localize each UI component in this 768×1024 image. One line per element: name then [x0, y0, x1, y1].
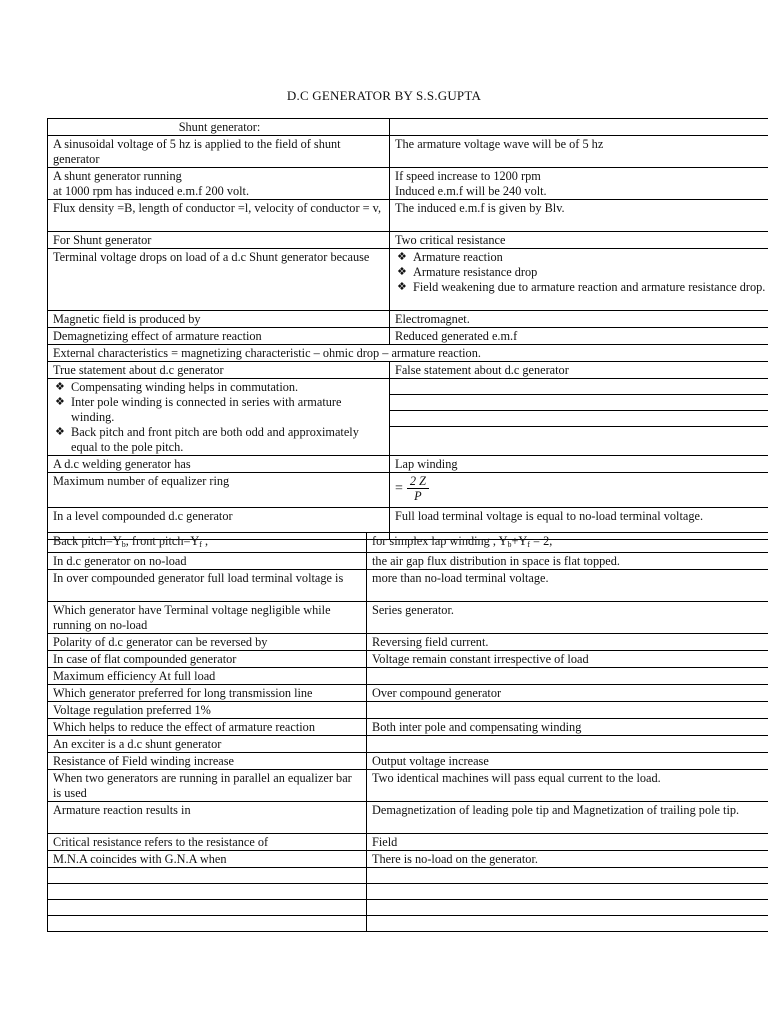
question-cell: A sinusoidal voltage of 5 hz is applied to the field of shunt generator: [48, 136, 390, 168]
subscript-b: b: [507, 540, 512, 549]
empty-cell: [367, 916, 768, 932]
answer-line: If speed increase to 1200 rpm: [395, 169, 541, 183]
answer-cell: Reversing field current.: [367, 634, 768, 651]
empty-subrow: [390, 426, 768, 442]
question-cell: Polarity of d.c generator can be reversed by: [48, 634, 367, 651]
question-cell: In a level compounded d.c generator: [48, 508, 390, 540]
empty-row: [48, 900, 768, 916]
subscript-b: b: [121, 540, 126, 549]
answer-cell: [390, 168, 768, 200]
bullet-item: ❖ Inter pole winding is connected in series with armature winding.: [53, 395, 386, 425]
table-row: [48, 719, 768, 736]
question-cell: When two generators are running in parallel an equalizer bar is used: [48, 770, 367, 802]
bullet-item: ❖ Compensating winding helps in commutation.: [53, 380, 386, 395]
question-cell: Maximum number of equalizer ring: [48, 473, 390, 508]
full-width-cell: External characteristics = magnetizing characteristic – ohmic drop – armature reaction.: [48, 345, 768, 362]
answer-cell: [390, 249, 768, 311]
pitch-text: +Y: [511, 534, 528, 548]
question-cell: Flux density =B, length of conductor =l, velocity of conductor = v,: [48, 200, 390, 232]
table-header-cell: Shunt generator:: [48, 119, 390, 136]
answer-cell: Series generator.: [367, 602, 768, 634]
subscript-f: f: [199, 540, 202, 549]
qa-table-upper: [47, 118, 768, 540]
bullet-list: [395, 250, 768, 295]
table-row: [48, 553, 768, 570]
question-cell: In over compounded generator full load terminal voltage is: [48, 570, 367, 602]
fraction-formula: [395, 474, 429, 503]
table-row: [48, 736, 768, 753]
question-line: at 1000 rpm has induced e.m.f 200 volt.: [53, 184, 250, 198]
answer-cell: Reduced generated e.m.f: [390, 328, 768, 345]
question-line: A shunt generator running: [53, 169, 182, 183]
table-row: [48, 802, 768, 834]
answer-cell: Two identical machines will pass equal current to the load.: [367, 770, 768, 802]
pitch-text: , front pitch=Y: [125, 534, 200, 548]
question-cell: An exciter is a d.c shunt generator: [48, 736, 367, 753]
empty-row: [48, 916, 768, 932]
split-rows: [390, 379, 768, 442]
table-row: [48, 702, 768, 719]
question-cell: Demagnetizing effect of armature reaction: [48, 328, 390, 345]
answer-cell: [367, 533, 768, 553]
question-cell: M.N.A coincides with G.N.A when: [48, 851, 367, 868]
question-cell: Voltage regulation preferred 1%: [48, 702, 367, 719]
pitch-text: ,: [201, 534, 209, 548]
question-cell: Critical resistance refers to the resistance of: [48, 834, 367, 851]
answer-cell: Over compound generator: [367, 685, 768, 702]
empty-row: [48, 884, 768, 900]
bullet-item: ❖ Armature resistance drop: [395, 265, 768, 280]
equals-sign: =: [395, 481, 403, 496]
answer-cell-split: [390, 379, 768, 456]
question-cell: Resistance of Field winding increase: [48, 753, 367, 770]
table-row: [48, 753, 768, 770]
fraction-denominator: P: [414, 489, 422, 503]
answer-cell: The armature voltage wave will be of 5 hz: [390, 136, 768, 168]
answer-cell: Lap winding: [390, 456, 768, 473]
empty-cell: [48, 868, 367, 884]
answer-cell: Voltage remain constant irrespective of load: [367, 651, 768, 668]
table-row: [48, 651, 768, 668]
answer-cell: [367, 668, 768, 685]
answer-cell: The induced e.m.f is given by Blv.: [390, 200, 768, 232]
table-row: [48, 770, 768, 802]
pitch-text: Back pitch=Y: [53, 534, 122, 548]
answer-cell: [367, 736, 768, 753]
bullet-item: ❖ Armature reaction: [395, 250, 768, 265]
table-header-empty-cell: [390, 119, 768, 136]
table-row: [48, 570, 768, 602]
table-row: [48, 634, 768, 651]
answer-cell: There is no-load on the generator.: [367, 851, 768, 868]
fraction-numerator: 2 Z: [407, 474, 429, 489]
question-cell: Which helps to reduce the effect of armature reaction: [48, 719, 367, 736]
answer-cell: more than no-load terminal voltage.: [367, 570, 768, 602]
question-cell: Which generator have Terminal voltage negligible while running on no-load: [48, 602, 367, 634]
question-cell: In d.c generator on no-load: [48, 553, 367, 570]
empty-subrow: [390, 410, 768, 426]
subscript-f: f: [527, 540, 530, 549]
answer-cell: [390, 473, 768, 508]
table-row: [48, 851, 768, 868]
question-cell: Which generator preferred for long transmission line: [48, 685, 367, 702]
answer-cell: Electromagnet.: [390, 311, 768, 328]
answer-cell: Output voltage increase: [367, 753, 768, 770]
answer-cell: [367, 702, 768, 719]
table-row: [48, 685, 768, 702]
empty-cell: [48, 884, 367, 900]
question-cell: [48, 168, 390, 200]
question-cell: For Shunt generator: [48, 232, 390, 249]
empty-row: [48, 868, 768, 884]
empty-subrow: [390, 379, 768, 394]
qa-table-lower: [47, 532, 768, 932]
answer-cell: False statement about d.c generator: [390, 362, 768, 379]
answer-cell: Full load terminal voltage is equal to no-load terminal voltage.: [390, 508, 768, 540]
empty-cell: [48, 900, 367, 916]
answer-cell: the air gap flux distribution in space is flat topped.: [367, 553, 768, 570]
bullet-item: ❖ Field weakening due to armature reaction and armature resistance drop.: [395, 280, 768, 295]
bullet-item: ❖ Back pitch and front pitch are both odd and approximately equal to the pole pitch.: [53, 425, 386, 455]
answer-cell: Demagnetization of leading pole tip and Magnetization of trailing pole tip.: [367, 802, 768, 834]
pitch-text: = 2,: [529, 534, 553, 548]
answer-cell: Field: [367, 834, 768, 851]
empty-cell: [367, 868, 768, 884]
pitch-text: for simplex lap winding , Y: [372, 534, 508, 548]
question-cell: [48, 379, 390, 456]
empty-subrow: [390, 394, 768, 410]
question-cell: True statement about d.c generator: [48, 362, 390, 379]
question-cell: A d.c welding generator has: [48, 456, 390, 473]
empty-cell: [367, 884, 768, 900]
question-cell: Terminal voltage drops on load of a d.c Shunt generator because: [48, 249, 390, 311]
question-cell: In case of flat compounded generator: [48, 651, 367, 668]
empty-cell: [367, 900, 768, 916]
answer-line: Induced e.m.f will be 240 volt.: [395, 184, 547, 198]
table-row: [48, 834, 768, 851]
question-cell: Maximum efficiency At full load: [48, 668, 367, 685]
table-row: [48, 668, 768, 685]
page-title: D.C GENERATOR BY S.S.GUPTA: [286, 88, 482, 103]
table-row: [48, 602, 768, 634]
question-cell: [48, 533, 367, 553]
empty-cell: [48, 916, 367, 932]
bullet-list: [53, 380, 386, 455]
question-cell: Armature reaction results in: [48, 802, 367, 834]
answer-cell: Both inter pole and compensating winding: [367, 719, 768, 736]
question-cell: Magnetic field is produced by: [48, 311, 390, 328]
answer-cell: Two critical resistance: [390, 232, 768, 249]
